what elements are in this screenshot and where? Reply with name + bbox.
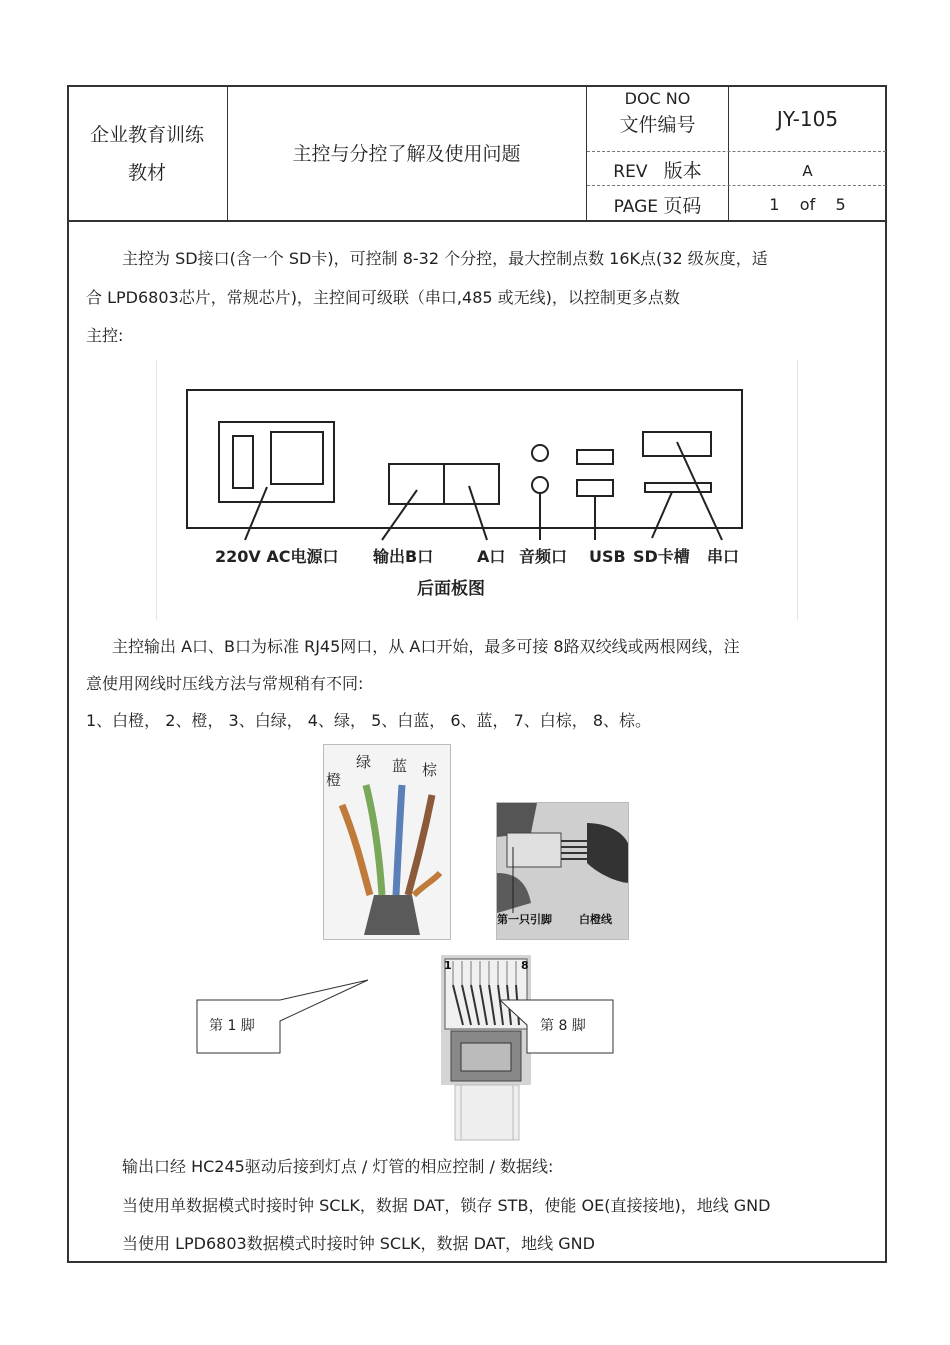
- header-divider: [67, 220, 887, 222]
- org-name: 企业教育训练 教材: [89, 124, 204, 184]
- rj45-line-2: 意使用网线时压线方法与常规稍有不同:: [86, 674, 364, 693]
- pin-left-number: 1: [444, 959, 452, 972]
- twisted-pair-photo: [323, 744, 451, 940]
- diagram-caption: 后面板图: [417, 579, 485, 599]
- page-cn: 页码: [663, 195, 702, 217]
- rear-panel-diagram: [156, 360, 798, 620]
- page-en: PAGE: [613, 197, 658, 217]
- twisted-pair-svg: [324, 745, 451, 940]
- label-white-orange: 白橙线: [579, 913, 612, 926]
- page-number: 1 of 5: [769, 195, 846, 214]
- label-first-pin: 第一只引脚: [497, 913, 552, 926]
- label-usb: USB: [589, 547, 626, 566]
- label-output-b: 输出B口: [373, 547, 434, 566]
- rj45-pinout-diagram: [195, 955, 615, 1145]
- power-module: [219, 422, 334, 502]
- wire-label-green: 绿: [356, 753, 372, 771]
- callout-pin-8: 第 8 脚: [540, 1018, 586, 1034]
- rev-en: REV: [613, 162, 648, 182]
- doc-no-label: [587, 86, 728, 138]
- intro-line-1: 主控为 SD接口(含一个 SD卡)，可控制 8-32 个分控，最大控制点数 16K点(32 级灰度，适: [122, 249, 768, 268]
- power-socket: [271, 432, 323, 484]
- document-title: 主控与分控了解及使用问题: [292, 143, 521, 165]
- usb-port-top: [577, 450, 613, 464]
- callout-pin-1: 第 1 脚: [209, 1018, 255, 1034]
- rev-label: [587, 156, 728, 187]
- audio-jack: [532, 477, 548, 493]
- rev-cn: 版本: [663, 160, 702, 182]
- rev-value: A: [802, 162, 813, 180]
- hc245-line: 输出口经 HC245驱动后接到灯点 / 灯管的相应控制 / 数据线:: [122, 1157, 554, 1176]
- wire-label-orange: 橙: [326, 771, 342, 789]
- doc-no-en: DOC NO: [624, 89, 691, 108]
- doc-no-value: JY-105: [776, 107, 839, 131]
- plug-insertion-photo: [496, 802, 629, 940]
- label-port-a: A口: [477, 547, 506, 566]
- label-serial: 串口: [707, 547, 740, 566]
- sd-card-slot: [645, 483, 711, 492]
- plug-insertion-svg: [497, 803, 629, 940]
- doc-no-cn: 文件编号: [619, 114, 696, 136]
- label-audio: 音频口: [519, 547, 568, 566]
- rj45-line-1: 主控输出 A口、B口为标准 RJ45网口，从 A口开始，最多可接 8路双绞线或两根网线，注: [112, 637, 740, 656]
- page-label: [587, 191, 728, 222]
- usb-port: [577, 480, 613, 496]
- power-switch: [233, 436, 253, 488]
- single-data-mode-line: 当使用单数据模式时接时钟 SCLK，数据 DAT，锁存 STB，使能 OE(直接接地)，地线 GND: [122, 1196, 771, 1215]
- label-sd-slot: SD卡槽: [633, 547, 690, 566]
- master-label: 主控:: [86, 326, 124, 345]
- rj45-pinout-svg: [195, 955, 615, 1145]
- wire-label-blue: 蓝: [392, 757, 408, 775]
- wire-color-order: 1、白橙， 2、橙， 3、白绿， 4、绿， 5、白蓝， 6、蓝， 7、白棕， 8、棕。: [86, 711, 652, 730]
- intro-line-2: 合 LPD6803芯片，常规芯片)，主控间可级联（串口,485 或无线)，以控制更多点数: [86, 288, 680, 307]
- label-ac-power: 220V AC电源口: [215, 547, 339, 566]
- rear-panel-svg: [157, 360, 797, 620]
- pin-right-number: 8: [521, 959, 529, 972]
- header-row-divider-1: [587, 151, 886, 152]
- lpd6803-mode-line: 当使用 LPD6803数据模式时接时钟 SCLK，数据 DAT，地线 GND: [122, 1234, 595, 1253]
- wire-label-brown: 棕: [422, 761, 438, 779]
- audio-jack-top: [532, 445, 548, 461]
